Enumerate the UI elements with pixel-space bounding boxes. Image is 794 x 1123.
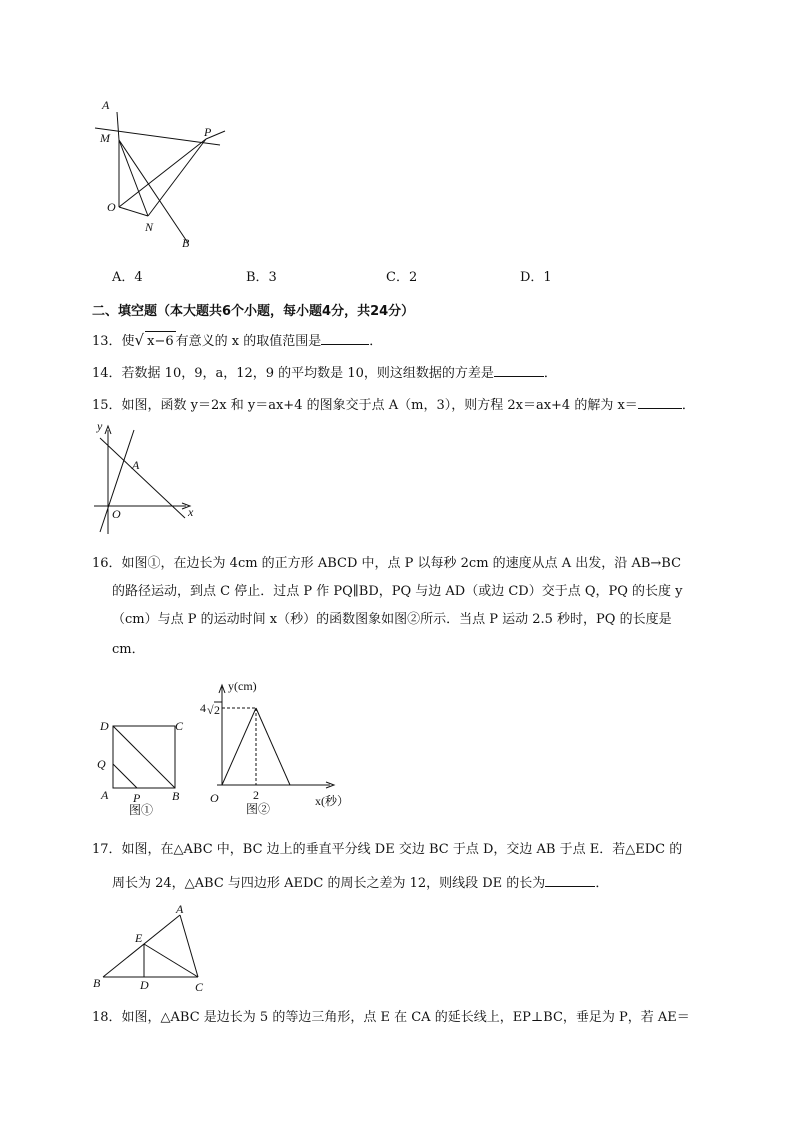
fig1-label-D: D bbox=[100, 719, 109, 733]
q14 bbox=[92, 362, 557, 384]
fig1-label-A: A bbox=[101, 788, 109, 802]
q15-end: ． bbox=[681, 398, 695, 413]
q16-figure-2 bbox=[195, 675, 365, 823]
q17-answer-blank[interactable] bbox=[545, 872, 595, 887]
choice-a[interactable]: A．4 bbox=[112, 270, 143, 285]
q13-radicand: x−6 bbox=[145, 331, 176, 352]
q14-answer-blank[interactable] bbox=[494, 362, 544, 377]
q16-line2: 的路径运动，到点 C 停止．过点 P 作 PQ∥BD，PQ 与边 AD（或边 CD）交于点 Q，PQ 的长度 y bbox=[112, 584, 683, 599]
q13-end: ． bbox=[369, 334, 383, 349]
q12-label-N: N bbox=[145, 220, 154, 234]
q17-line1: 17．如图，在△ABC 中，BC 边上的垂直平分线 DE 交边 BC 于点 D，交边 AB 于点 E．若△EDC 的 bbox=[92, 842, 683, 857]
q16-line4: cm． bbox=[112, 642, 145, 657]
q12-choices bbox=[112, 266, 712, 286]
q17-end: ． bbox=[595, 876, 609, 891]
sqrt-icon: √ bbox=[207, 703, 214, 717]
q12-label-P: P bbox=[204, 125, 212, 139]
q17-label-A: A bbox=[176, 902, 184, 916]
q12-label-M: M bbox=[100, 131, 110, 145]
q15-text: 15．如图，函数 y＝2x 和 y＝ax+4 的图象交于点 A（m，3），则方程 2x＝ax+4 的解为 x＝ bbox=[92, 398, 638, 413]
q15-answer-blank[interactable] bbox=[638, 394, 682, 409]
q16-line1: 16．如图①，在边长为 4cm 的正方形 ABCD 中，点 P 以每秒 2cm 的速度从点 A 出发，沿 AB→BC bbox=[92, 556, 682, 571]
q17-figure bbox=[88, 900, 218, 995]
q16-line3: （cm）与点 P 的运动时间 x（秒）的函数图象如图②所示．当点 P 运动 2.5 秒时，PQ 的长度是 bbox=[112, 612, 672, 627]
fig2-ylabel: y(cm) bbox=[228, 679, 257, 693]
q15-graph bbox=[88, 420, 203, 540]
q12-figure bbox=[90, 95, 230, 255]
fig1-label-Q: Q bbox=[97, 757, 106, 771]
choice-b[interactable]: B．3 bbox=[246, 270, 277, 285]
q14-text: 14．若数据 10，9，a，12，9 的平均数是 10，则这组数据的方差是 bbox=[92, 366, 494, 381]
fig2-caption: 图② bbox=[246, 802, 271, 816]
fig2-tick-2: 2 bbox=[253, 788, 259, 802]
q13-suffix: 有意义的 x 的取值范围是 bbox=[175, 334, 322, 349]
fig2-xlabel: x(秒） bbox=[315, 794, 349, 808]
q15-label-y: y bbox=[97, 419, 103, 433]
q17-label-E: E bbox=[135, 931, 143, 945]
q14-end: ． bbox=[543, 366, 557, 381]
fig1-label-P: P bbox=[133, 791, 141, 805]
q17-label-D: D bbox=[140, 978, 149, 992]
q12-label-A: A bbox=[102, 98, 110, 112]
choice-d[interactable]: D．1 bbox=[520, 270, 552, 285]
fig2-peak: 4 bbox=[200, 701, 206, 715]
fig1-label-B: B bbox=[172, 789, 180, 803]
fig1-caption: 图① bbox=[129, 803, 154, 817]
q17-line2-text: 周长为 24，△ABC 与四边形 AEDC 的周长之差为 12，则线段 DE 的长为 bbox=[112, 876, 546, 891]
q15-label-x: x bbox=[188, 505, 194, 519]
q17-line2 bbox=[112, 872, 608, 894]
q13-answer-blank[interactable] bbox=[321, 330, 369, 345]
fig2-origin: O bbox=[210, 791, 219, 805]
q16-figure-1 bbox=[92, 712, 192, 822]
choice-c[interactable]: C．2 bbox=[386, 270, 418, 285]
q17-label-C: C bbox=[195, 980, 204, 994]
q15 bbox=[92, 394, 695, 416]
q17-label-B: B bbox=[93, 976, 101, 990]
q15-label-O: O bbox=[112, 507, 121, 521]
q12-label-B: B bbox=[182, 236, 190, 250]
fig2-peak-root: 2 bbox=[214, 703, 220, 717]
q15-label-A: A bbox=[132, 458, 140, 472]
q12-label-O: O bbox=[107, 200, 116, 214]
q13 bbox=[92, 330, 382, 352]
q13-prefix: 13．使 bbox=[92, 334, 135, 349]
sqrt-icon: √ bbox=[134, 331, 145, 349]
fig1-label-C: C bbox=[175, 719, 184, 733]
section-title: 二、填空题（本大题共6个小题，每小题4分，共24分） bbox=[92, 304, 415, 319]
q18: 18．如图，△ABC 是边长为 5 的等边三角形，点 E 在 CA 的延长线上，EP⊥BC，垂足为 P，若 AE＝ bbox=[92, 1010, 690, 1025]
